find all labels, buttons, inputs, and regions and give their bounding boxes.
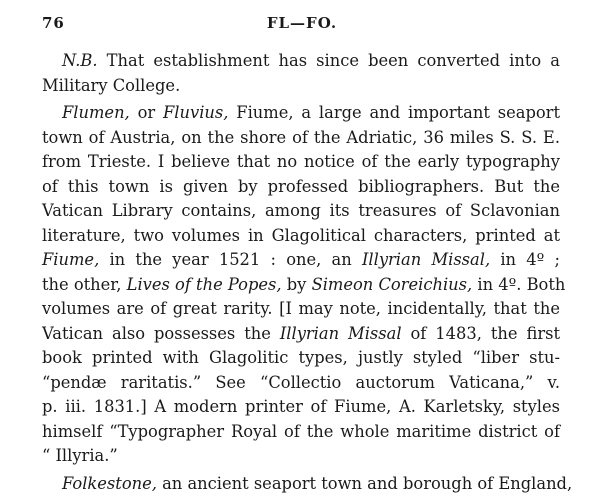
text-line [42, 297, 560, 322]
page-number: 76 [42, 14, 65, 32]
italic-text: N.B. [62, 51, 98, 70]
text-line [42, 126, 560, 151]
text-line [42, 472, 560, 496]
text-span: in the year 1521 : one, an [99, 250, 362, 269]
text-line [42, 444, 560, 469]
text-span: Military College. [42, 76, 180, 95]
text-line [42, 273, 560, 298]
italic-text: Illyrian Missal [280, 324, 402, 343]
text-line [42, 49, 560, 74]
text-span: “pendæ raritatis.” See “Collectio auctorum Vaticana,” v. [42, 373, 560, 392]
running-head: FL—FO. [42, 14, 562, 32]
text-span: town of Austria, on the shore of the Adriatic, 36 miles S. S. E. [42, 128, 560, 147]
text-span: volumes are of great rarity. [I may note, incidentally, that the [42, 299, 560, 318]
italic-text: Illyrian Missal, [362, 250, 490, 269]
text-line [42, 395, 560, 420]
text-line [42, 371, 560, 396]
italic-text: Flumen, [62, 103, 130, 122]
text-line [42, 322, 560, 347]
text-span: Fiume, a large and important seaport [228, 103, 560, 122]
text-span: from Trieste. I believe that no notice of the early typography [42, 152, 560, 171]
text-span: or [130, 103, 163, 122]
italic-text: Lives of the Popes, [127, 275, 282, 294]
text-line [42, 101, 560, 126]
folkestone-paragraph [42, 472, 560, 496]
italic-text: Fluvius, [163, 103, 228, 122]
text-line [42, 150, 560, 175]
text-line [42, 199, 560, 224]
text-span: book printed with Glagolitic types, justly styled “liber stu- [42, 348, 560, 367]
text-line [42, 420, 560, 445]
flumen-paragraph [42, 101, 560, 469]
text-line [42, 175, 560, 200]
text-span: the other, [42, 275, 127, 294]
text-span: himself “Typographer Royal of the whole maritime district of [42, 422, 560, 441]
text-span: p. iii. 1831.] A modern printer of Fiume, A. Karletsky, styles [42, 397, 560, 416]
text-line [42, 346, 560, 371]
nb-paragraph [42, 49, 560, 98]
body-text [42, 49, 560, 496]
page-header [42, 14, 562, 36]
text-span: Vatican Library contains, among its treasures of Sclavonian [42, 201, 560, 220]
text-span: literature, two volumes in Glagolitical characters, printed at [42, 226, 560, 245]
italic-text: Simeon Coreichius, [312, 275, 473, 294]
text-span: Vatican also possesses the [42, 324, 280, 343]
text-span: That establishment has since been converted into a [98, 51, 560, 70]
italic-text: Folkestone, [62, 474, 157, 493]
text-line [42, 248, 560, 273]
text-line [42, 224, 560, 249]
italic-text: Fiume, [42, 250, 99, 269]
text-span: of 1483, the first [402, 324, 560, 343]
text-span: by [282, 275, 312, 294]
text-span: an ancient seaport town and borough of England, [157, 474, 572, 493]
text-span: in 4º ; [490, 250, 560, 269]
text-span: of this town is given by professed bibliographers. But the [42, 177, 560, 196]
text-span: in 4º. Both [472, 275, 565, 294]
text-span: “ Illyria.” [42, 446, 118, 465]
text-line [42, 74, 560, 99]
